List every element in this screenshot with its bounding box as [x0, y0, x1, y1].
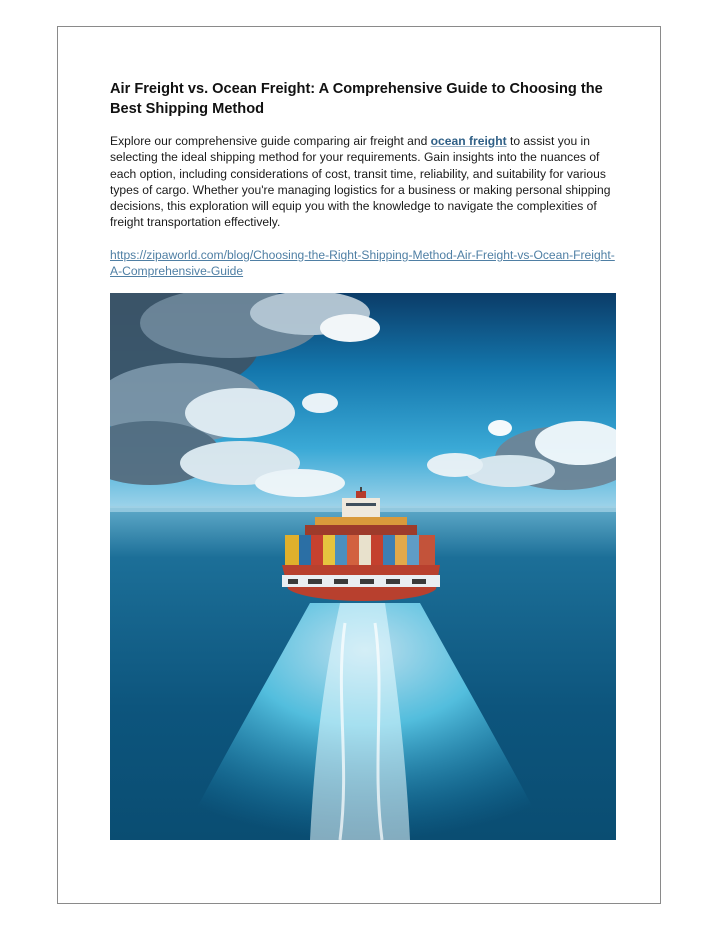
body-text-after-link: to assist you in selecting the ideal shipping method for your requirements. Gain insights into the nuances of each option, including considerations of cost, transit time, reliability, and suitability for various types of cargo. Whether you're managing logistics for a business or making personal shipping decisions, this exploration will equip you with the knowledge to navigate the complexities of freight transportation effectively.: [110, 134, 611, 230]
document-body: [110, 133, 616, 231]
article-url-link[interactable]: https://zipaworld.com/blog/Choosing-the-Right-Shipping-Method-Air-Freight-vs-Ocean-Freight-A-Comprehensive-Guide: [110, 248, 615, 279]
document-title: Air Freight vs. Ocean Freight: A Comprehensive Guide to Choosing the Best Shipping Method: [110, 81, 603, 117]
body-text-before-link: Explore our comprehensive guide comparing air freight and: [110, 134, 431, 148]
ocean-freight-link[interactable]: ocean freight: [430, 134, 507, 148]
container-ship-image: [110, 293, 616, 840]
